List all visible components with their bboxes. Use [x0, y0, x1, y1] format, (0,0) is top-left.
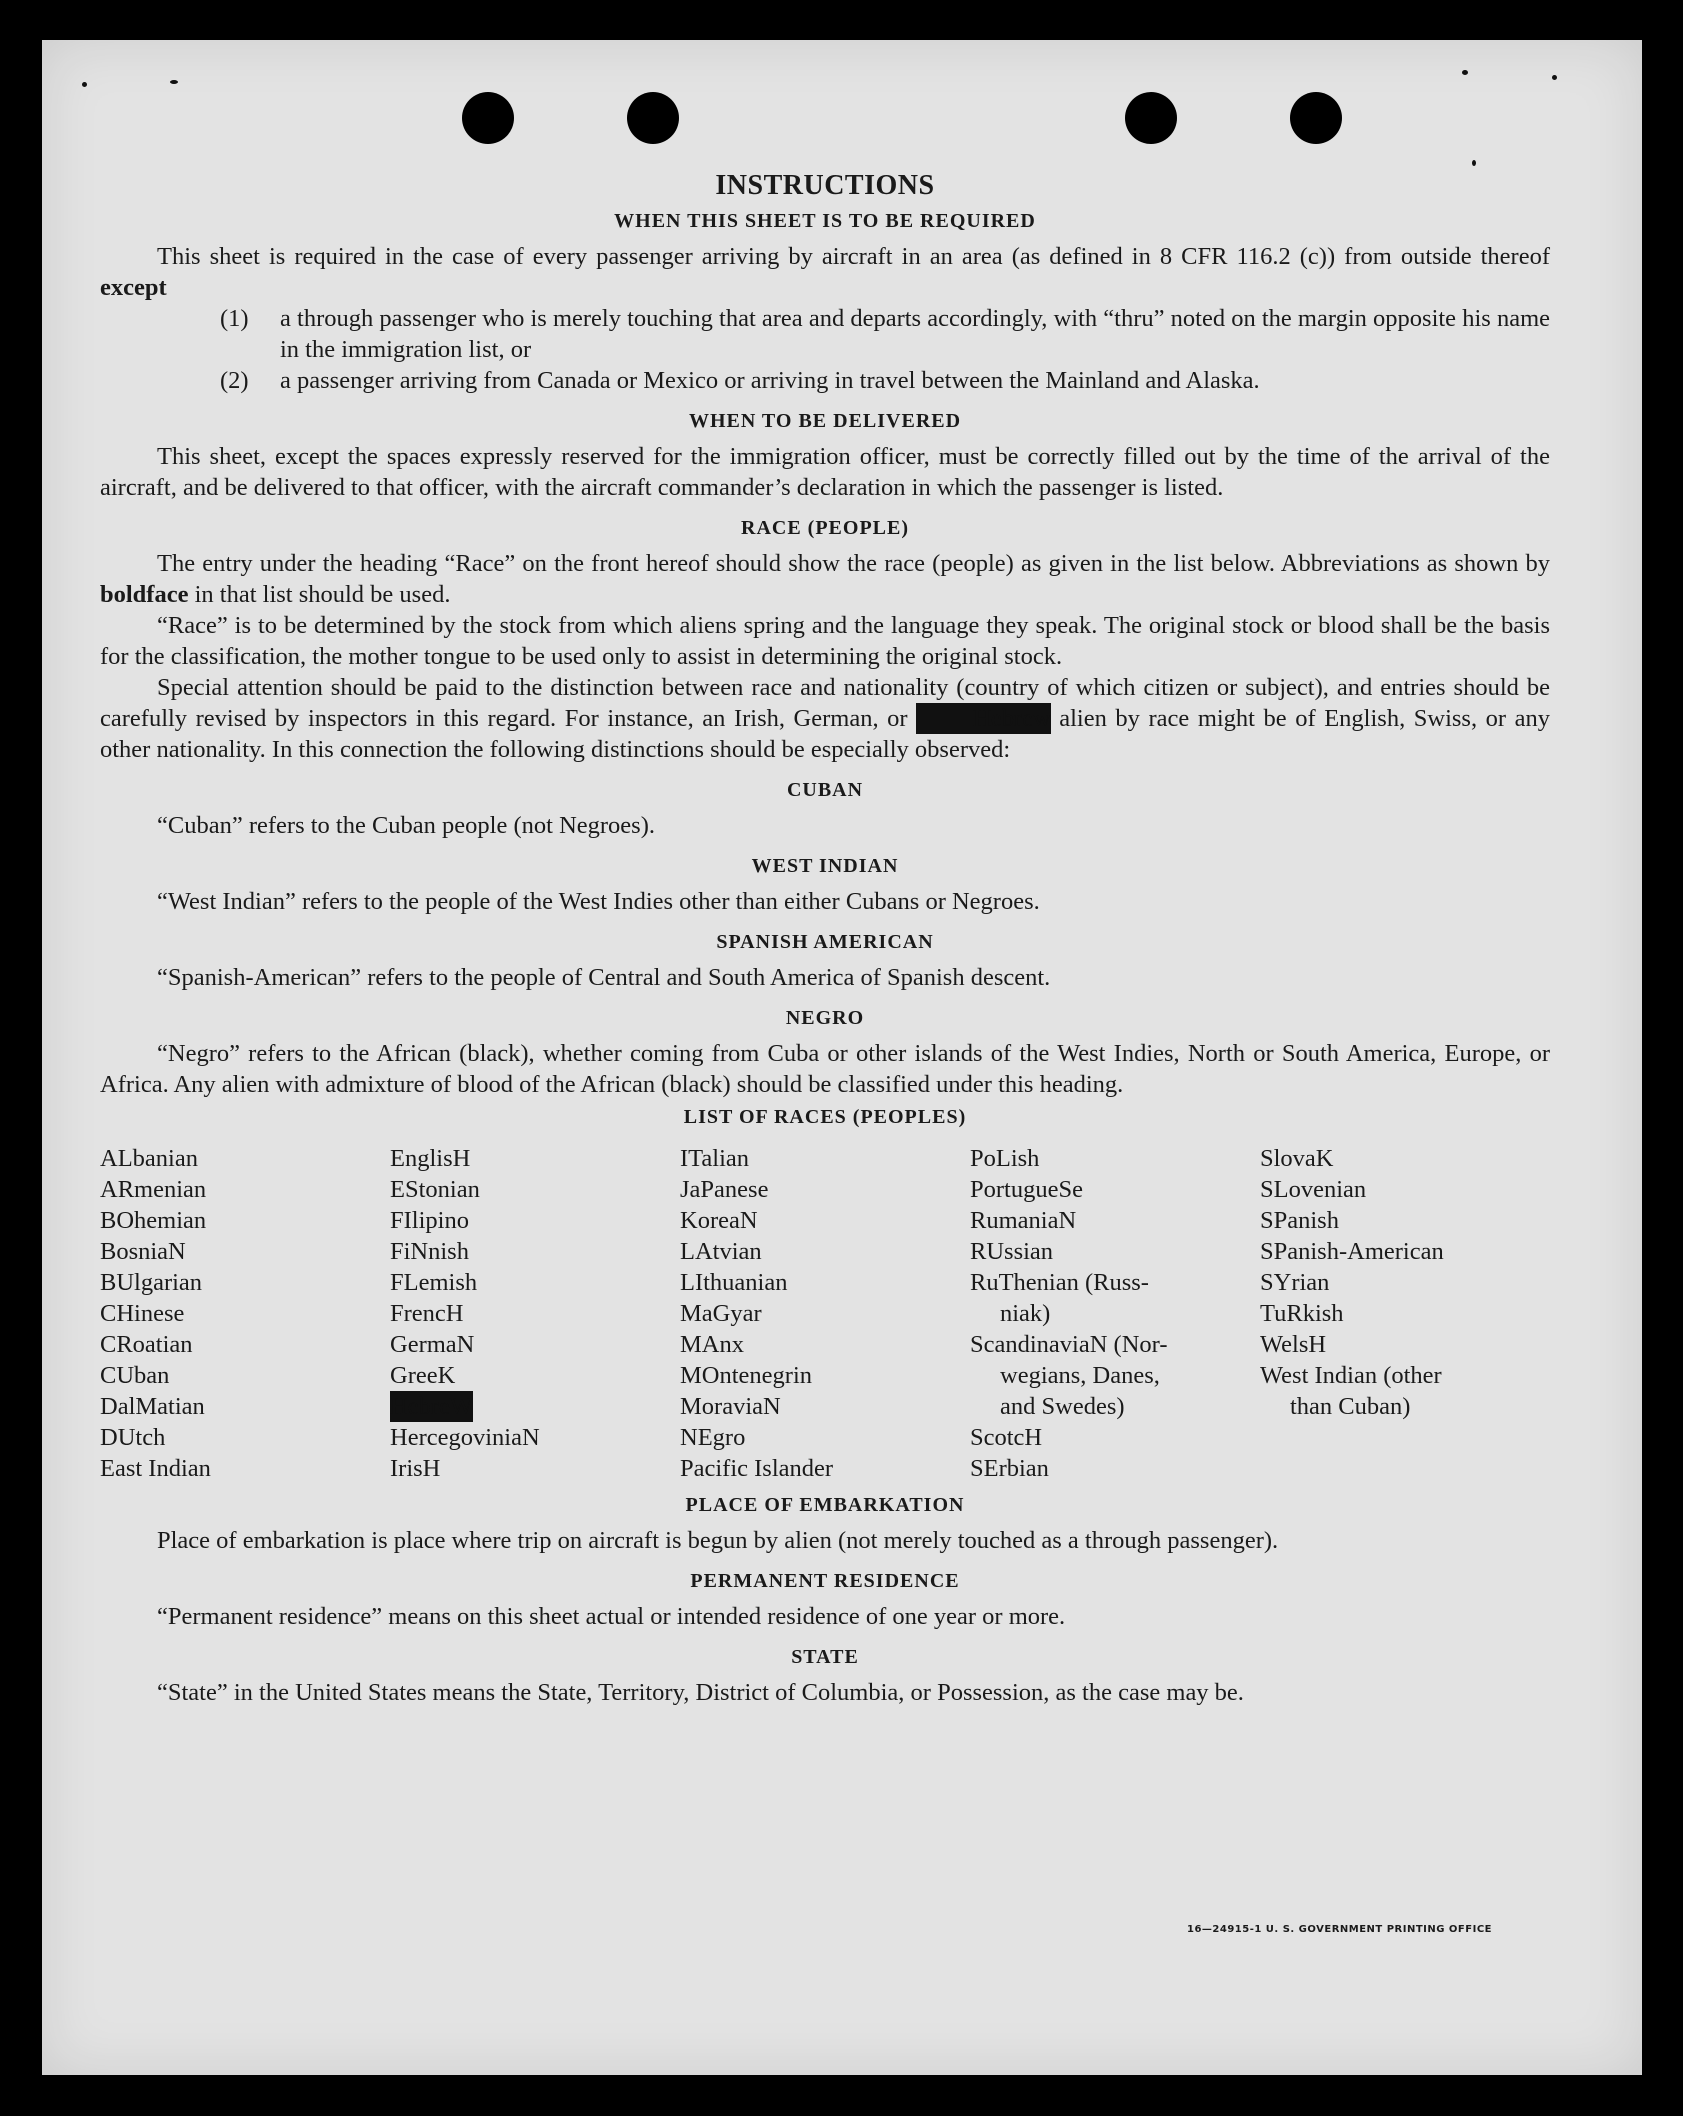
race-entry: and Swedes)	[1000, 1393, 1125, 1420]
item-text: a through passenger who is merely touching that area and departs accordingly, with “thru” noted on the margin opposite his name in the immigration list, or	[280, 305, 1550, 363]
section-heading: RACE (PEOPLE)	[741, 517, 909, 539]
race-entry: CHinese	[100, 1300, 185, 1327]
emphasis-text: boldface	[100, 581, 189, 608]
exception-item	[100, 303, 1550, 365]
punch-hole	[462, 92, 514, 144]
race-entry: SPanish	[1260, 1207, 1339, 1234]
race-entry: MAnx	[680, 1331, 744, 1358]
paragraph-text: This sheet is required in the case of every passenger arriving by aircraft in an area (as defined in 8 CFR 116.2 (c)) from outside thereof	[157, 243, 1550, 270]
paragraph-text: in that list should be used.	[194, 581, 451, 608]
race-entry: BosniaN	[100, 1238, 186, 1265]
race-entry: WelsH	[1260, 1331, 1327, 1358]
paragraph: “Cuban” refers to the Cuban people (not Negroes).	[157, 812, 655, 839]
punch-hole	[1290, 92, 1342, 144]
race-entry	[390, 1391, 680, 1422]
race-entry: ScotcH	[970, 1424, 1043, 1451]
speck	[1552, 75, 1557, 80]
race-entry: LIthuanian	[680, 1269, 788, 1296]
race-entry: West Indian (other	[1260, 1362, 1442, 1389]
paragraph: “Permanent residence” means on this sheet actual or intended residence of one year or more.	[157, 1603, 1066, 1630]
emphasis-text: except	[100, 274, 167, 301]
race-entry: FiNnish	[390, 1238, 469, 1265]
paragraph-text: Special attention should be paid to the distinction between race and nationality (country of which citizen or subject), and entries should be carefully revised by inspectors in this regard. For instance, an Irish, German, or	[100, 674, 1550, 732]
paragraph: This sheet, except the spaces expressly reserved for the immigration officer, must be correctly filled out by the time of the arrival of the aircraft, and be delivered to that officer, with the aircraft commander’s declaration in which the passenger is listed.	[100, 443, 1550, 501]
race-column	[680, 1143, 970, 1484]
exception-item	[100, 365, 1550, 396]
paragraph	[100, 241, 1550, 303]
race-entry: PortugueSe	[970, 1176, 1083, 1203]
race-entry: EStonian	[390, 1176, 480, 1203]
race-entry: JaPanese	[680, 1176, 769, 1203]
race-entry: BOhemian	[100, 1207, 207, 1234]
race-entry: East Indian	[100, 1455, 211, 1482]
race-entry: SLovenian	[1260, 1176, 1367, 1203]
race-column	[970, 1143, 1260, 1484]
page-title: INSTRUCTIONS	[715, 170, 935, 201]
race-entry: SPanish-American	[1260, 1238, 1444, 1265]
section-heading: PLACE OF EMBARKATION	[685, 1494, 965, 1516]
race-entry: wegians, Danes,	[1000, 1362, 1160, 1389]
paragraph: “Race” is to be determined by the stock from which aliens spring and the language they speak. The original stock or blood shall be the basis for the classification, the mother tongue to be used only to assist in determining the original stock.	[100, 612, 1550, 670]
race-entry: BUlgarian	[100, 1269, 203, 1296]
race-entry: MoraviaN	[680, 1393, 781, 1420]
race-entry: FrencH	[390, 1300, 464, 1327]
item-number: (1)	[220, 305, 249, 332]
paragraph-text: The entry under the heading “Race” on the front hereof should show the race (people) as given in the list below. Abbreviations as shown by	[157, 550, 1550, 577]
paragraph: “Negro” refers to the African (black), whether coming from Cuba or other islands of the West Indies, North or South America, Europe, or Africa. Any alien with admixture of blood of the African (black) should be classified under this heading.	[100, 1040, 1550, 1098]
race-entry: HercegoviniaN	[390, 1424, 540, 1451]
race-entry: than Cuban)	[1290, 1393, 1411, 1420]
paragraph: “West Indian” refers to the people of the West Indies other than either Cubans or Negroes.	[157, 888, 1040, 915]
section-heading: WHEN TO BE DELIVERED	[688, 410, 962, 432]
race-entry: KoreaN	[680, 1207, 758, 1234]
punch-hole	[627, 92, 679, 144]
punch-hole	[1125, 92, 1177, 144]
instructions-body	[100, 170, 1550, 1708]
paragraph	[100, 672, 1550, 765]
race-entry: ITalian	[680, 1145, 750, 1172]
race-entry: CRoatian	[100, 1331, 193, 1358]
speck	[1472, 160, 1476, 166]
section-heading: PERMANENT RESIDENCE	[690, 1570, 960, 1592]
race-entry: Pacific Islander	[680, 1455, 834, 1482]
redacted-word: Hebrew	[916, 703, 1051, 734]
speck	[1462, 70, 1468, 75]
race-entry: ARmenian	[100, 1176, 207, 1203]
race-entry: FLemish	[390, 1269, 478, 1296]
race-entry: ALbanian	[100, 1145, 198, 1172]
race-entry: LAtvian	[680, 1238, 762, 1265]
race-entry: SYrian	[1260, 1269, 1330, 1296]
race-entry: GermaN	[390, 1331, 475, 1358]
race-entry: RumaniaN	[970, 1207, 1077, 1234]
race-entry: SlovaK	[1260, 1145, 1334, 1172]
section-heading: LIST OF RACES (PEOPLES)	[683, 1106, 967, 1128]
race-entry: PoLish	[970, 1145, 1040, 1172]
form-number: 16—24915-1 U. S. GOVERNMENT PRINTING OFFICE	[1187, 1924, 1492, 1935]
section-heading: WHEN THIS SHEET IS TO BE REQUIRED	[614, 210, 1036, 232]
race-entry: FIlipino	[390, 1207, 469, 1234]
race-entry: SErbian	[970, 1455, 1049, 1482]
race-column	[100, 1143, 390, 1484]
paragraph: “Spanish-American” refers to the people of Central and South America of Spanish descent.	[157, 964, 1051, 991]
paragraph: “State” in the United States means the State, Territory, District of Columbia, or Possession, as the case may be.	[157, 1679, 1244, 1706]
item-text: a passenger arriving from Canada or Mexico or arriving in travel between the Mainland and Alaska.	[280, 367, 1260, 394]
race-entry: DUtch	[100, 1424, 166, 1451]
section-heading: NEGRO	[785, 1007, 865, 1029]
paragraph-text: alien by race might be of English, Swiss, or any other nationality. In this connection the following distinctions should be especially observed:	[100, 705, 1550, 763]
race-entry: DalMatian	[100, 1393, 205, 1420]
paragraph: Place of embarkation is place where trip on aircraft is begun by alien (not merely touched as a through passenger).	[157, 1527, 1279, 1554]
race-entry: niak)	[1000, 1300, 1051, 1327]
race-entry: RUssian	[970, 1238, 1054, 1265]
race-entry: MOntenegrin	[680, 1362, 812, 1389]
race-entry: ScandinaviaN (Nor-	[970, 1331, 1168, 1358]
paragraph	[100, 548, 1550, 610]
speck	[82, 82, 87, 87]
section-heading: SPANISH AMERICAN	[716, 931, 934, 953]
redacted-word: HebreW	[390, 1393, 473, 1420]
document-sheet	[42, 40, 1642, 2075]
race-entry: MaGyar	[680, 1300, 762, 1327]
race-entry: CUban	[100, 1362, 170, 1389]
race-entry: IrisH	[390, 1455, 441, 1482]
section-heading: CUBAN	[786, 779, 864, 801]
race-entry: NEgro	[680, 1424, 746, 1451]
race-column	[390, 1143, 680, 1484]
race-list	[100, 1143, 1550, 1484]
race-column	[1260, 1143, 1550, 1484]
section-heading: STATE	[791, 1646, 859, 1668]
item-number: (2)	[220, 367, 249, 394]
race-entry: RuThenian (Russ-	[970, 1269, 1149, 1296]
race-entry: GreeK	[390, 1362, 456, 1389]
section-heading: WEST INDIAN	[751, 855, 899, 877]
speck	[170, 80, 178, 84]
race-entry: TuRkish	[1260, 1300, 1344, 1327]
race-entry: EnglisH	[390, 1145, 471, 1172]
